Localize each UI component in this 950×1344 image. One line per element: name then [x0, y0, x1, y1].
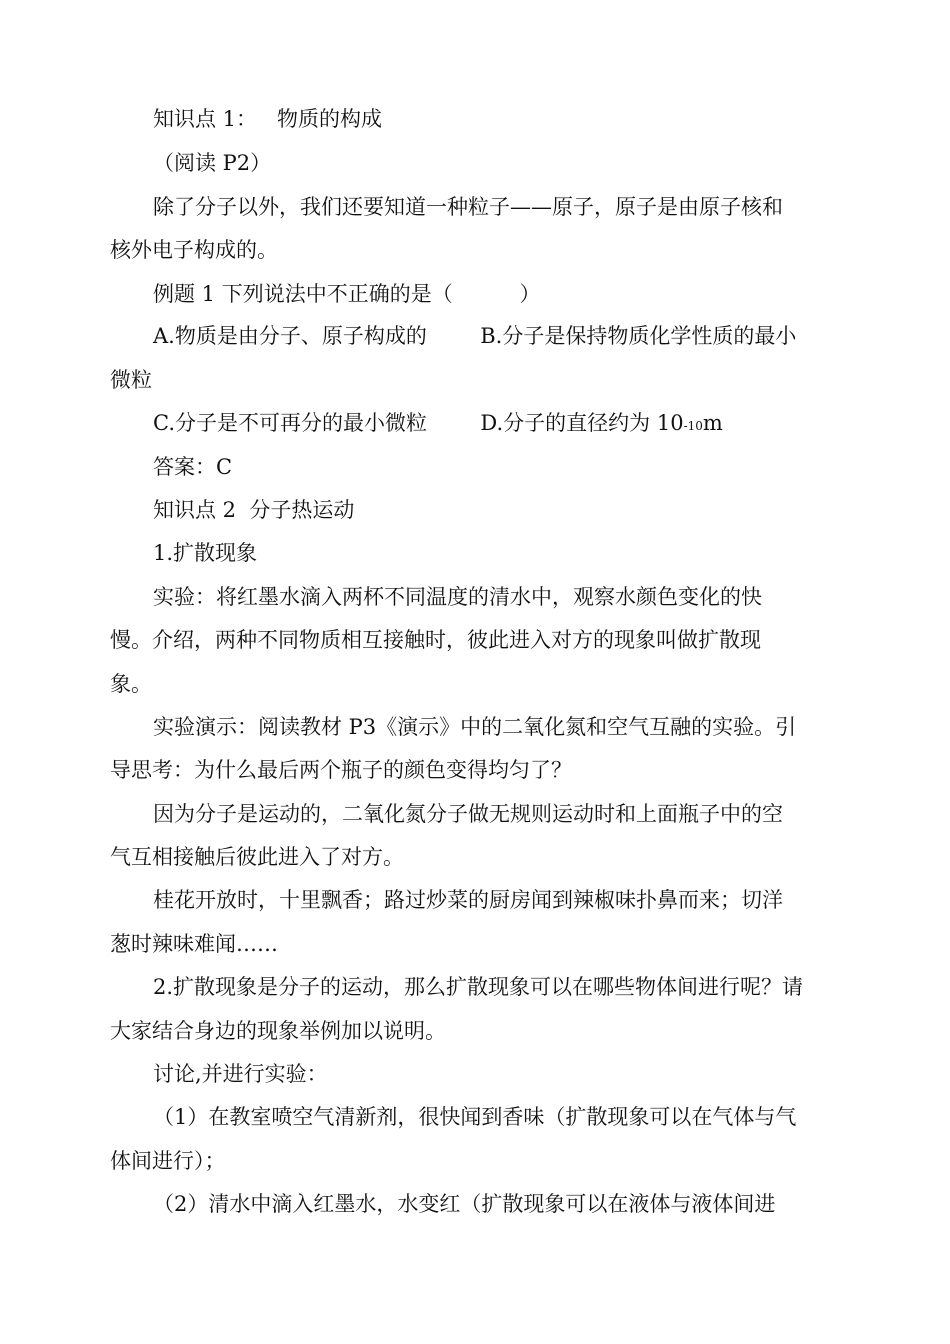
paragraph-line: 实验演示：阅读教材 P3《演示》中的二氧化氮和空气互融的实验。引 — [153, 715, 797, 739]
paragraph-line: 导思考：为什么最后两个瓶子的颜色变得均匀了？ — [110, 758, 572, 782]
list-item: （2）清水中滴入红墨水，水变红（扩散现象可以在液体与液体间进 — [153, 1192, 776, 1216]
paragraph-line: 气互相接触后彼此进入了对方。 — [110, 845, 404, 869]
option-line-a-b: A.物质是由分子、原子构成的 B.分子是保持物质化学性质的最小 — [153, 324, 797, 348]
heading-knowledge-point-1: 知识点 1： 物质的构成 — [153, 107, 383, 131]
answer-line: 答案：C — [153, 455, 233, 479]
paragraph-line: 实验：将红墨水滴入两杯不同温度的清水中，观察水颜色变化的快 — [153, 585, 762, 609]
subheading-diffusion: 1.扩散现象 — [153, 541, 258, 565]
option-line-c-d: C.分子是不可再分的最小微粒 D.分子的直径约为 10-10m — [153, 411, 723, 435]
exponent: -10 — [683, 419, 703, 433]
list-item-continuation: 体间进行）； — [110, 1149, 226, 1173]
reading-reference: （阅读 P2） — [153, 151, 272, 175]
list-item: （1）在教室喷空气清新剂，很快闻到香味（扩散现象可以在气体与气 — [153, 1105, 797, 1129]
paragraph-line: 除了分子以外，我们还要知道一种粒子——原子，原子是由原子核和 — [153, 195, 783, 219]
paragraph-line: 因为分子是运动的，二氧化氮分子做无规则运动时和上面瓶子中的空 — [153, 802, 783, 826]
paragraph-line: 慢。介绍，两种不同物质相互接触时，彼此进入对方的现象叫做扩散现 — [110, 628, 761, 652]
paragraph-line: 核外电子构成的。 — [110, 238, 278, 262]
paragraph-line: 葱时辣味难闻…… — [110, 932, 278, 956]
paragraph-line: 象。 — [110, 672, 152, 696]
option-line: 微粒 — [110, 368, 152, 392]
paragraph-line: 2.扩散现象是分子的运动，那么扩散现象可以在哪些物体间进行呢？请 — [153, 975, 804, 999]
paragraph-line: 大家结合身边的现象举例加以说明。 — [110, 1019, 446, 1043]
unit: m — [702, 411, 723, 435]
paragraph-line: 讨论,并进行实验： — [153, 1062, 328, 1086]
paragraph-line: 桂花开放时，十里飘香；路过炒菜的厨房闻到辣椒味扑鼻而来；切洋 — [153, 888, 783, 912]
example-question: 例题 1 下列说法中不正确的是（ ） — [153, 282, 541, 306]
heading-knowledge-point-2: 知识点 2 分子热运动 — [153, 498, 355, 522]
